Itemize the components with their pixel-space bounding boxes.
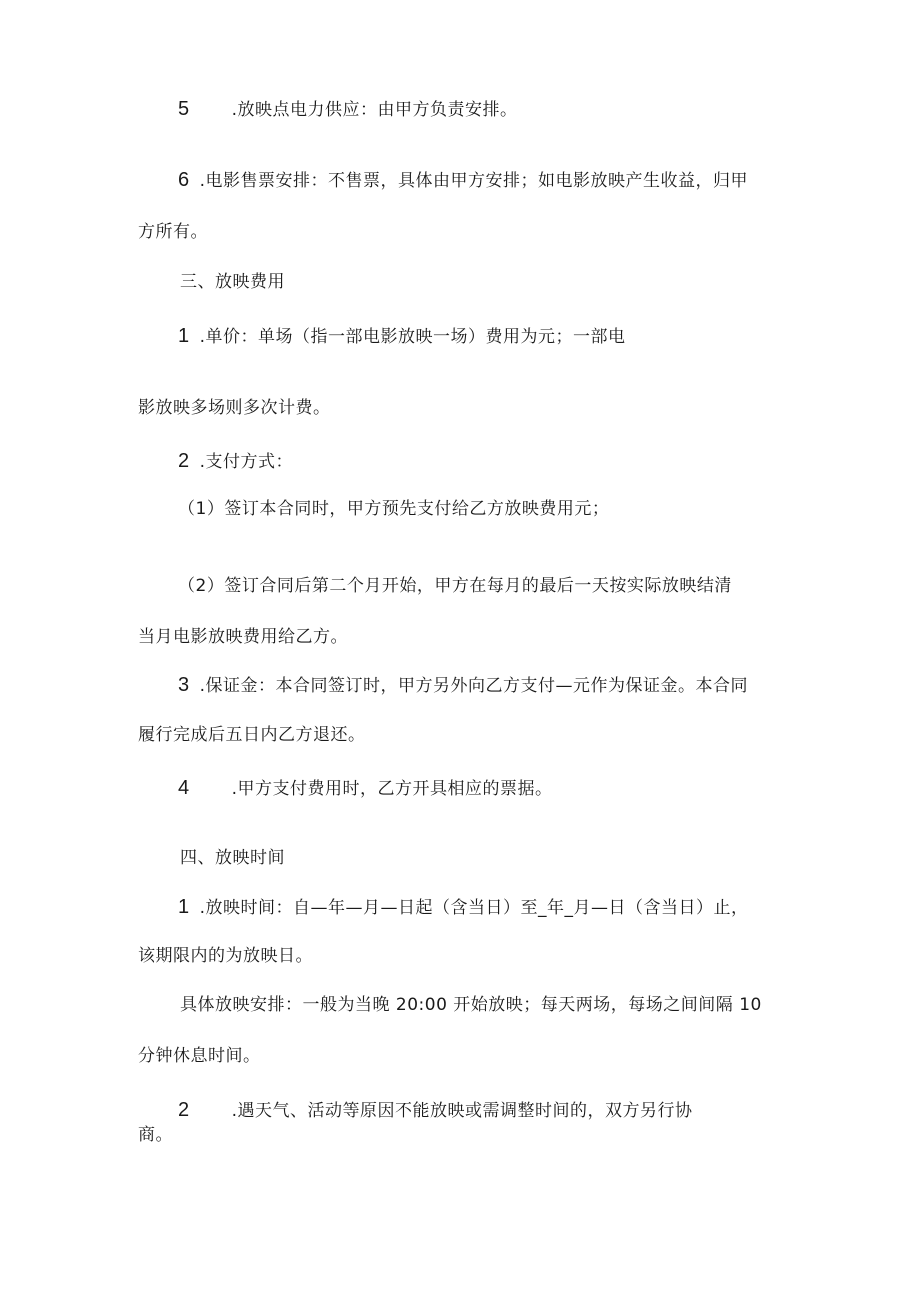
- clause-6-continuation: 方所有。: [138, 222, 208, 242]
- clause-number: 1: [178, 325, 190, 347]
- clause-number: 6: [178, 169, 190, 191]
- clause-number: 1: [178, 896, 190, 918]
- payment-item-2-continuation: 当月电影放映费用给乙方。: [138, 627, 348, 647]
- clause-text: .保证金：本合同签订时，甲方另外向乙方支付—元作为保证金。本合同: [199, 676, 749, 696]
- clause-number: 3: [178, 674, 190, 696]
- clause-3-continuation: 履行完成后五日内乙方退还。: [138, 725, 366, 745]
- payment-item-1: （1）签订本合同时，甲方预先支付给乙方放映费用元；: [178, 499, 610, 519]
- section-heading-fees: 三、放映费用: [180, 272, 285, 292]
- clause-4-receipt: [178, 776, 553, 801]
- clause-number: 2: [178, 1099, 190, 1121]
- clause-number: 4: [178, 777, 190, 799]
- clause-text: .单价：单场（指一部电影放映一场）费用为元；一部电: [199, 327, 626, 347]
- clause-text: .甲方支付费用时，乙方开具相应的票据。: [231, 779, 553, 799]
- clause-text: .放映时间：自—年—月—日起（含当日）至_年_月—日（含当日）止，: [199, 898, 749, 918]
- clause-text: .遇天气、活动等原因不能放映或需调整时间的，双方另行协: [231, 1101, 693, 1121]
- clause-text: .支付方式：: [199, 452, 294, 472]
- clause-text: .电影售票安排：不售票，具体由甲方安排；如电影放映产生收益，归甲: [199, 171, 749, 191]
- clause-5-power: [178, 97, 518, 122]
- schedule-arrangement-continuation: 分钟休息时间。: [138, 1046, 261, 1066]
- clause-1-continuation: 影放映多场则多次计费。: [138, 398, 331, 418]
- clause-number: 5: [178, 98, 190, 120]
- schedule-arrangement: 具体放映安排：一般为当晚 20:00 开始放映；每天两场，每场之间间隔 10: [180, 995, 762, 1015]
- clause-2-weather: [178, 1098, 693, 1123]
- clause-1-time-continuation: 该期限内的为放映日。: [138, 946, 313, 966]
- clause-text: .放映点电力供应：由甲方负责安排。: [231, 100, 518, 120]
- clause-6-ticketing: [178, 168, 748, 193]
- clause-3-deposit: [178, 673, 748, 698]
- clause-2-weather-continuation: 商。: [138, 1125, 173, 1145]
- clause-2-payment-method: [178, 449, 293, 474]
- clause-1-screening-time: [178, 895, 749, 920]
- clause-1-unit-price: [178, 324, 626, 349]
- section-heading-schedule: 四、放映时间: [180, 848, 285, 868]
- payment-item-2: （2）签订合同后第二个月开始，甲方在每月的最后一天按实际放映结清: [178, 576, 732, 596]
- clause-number: 2: [178, 450, 190, 472]
